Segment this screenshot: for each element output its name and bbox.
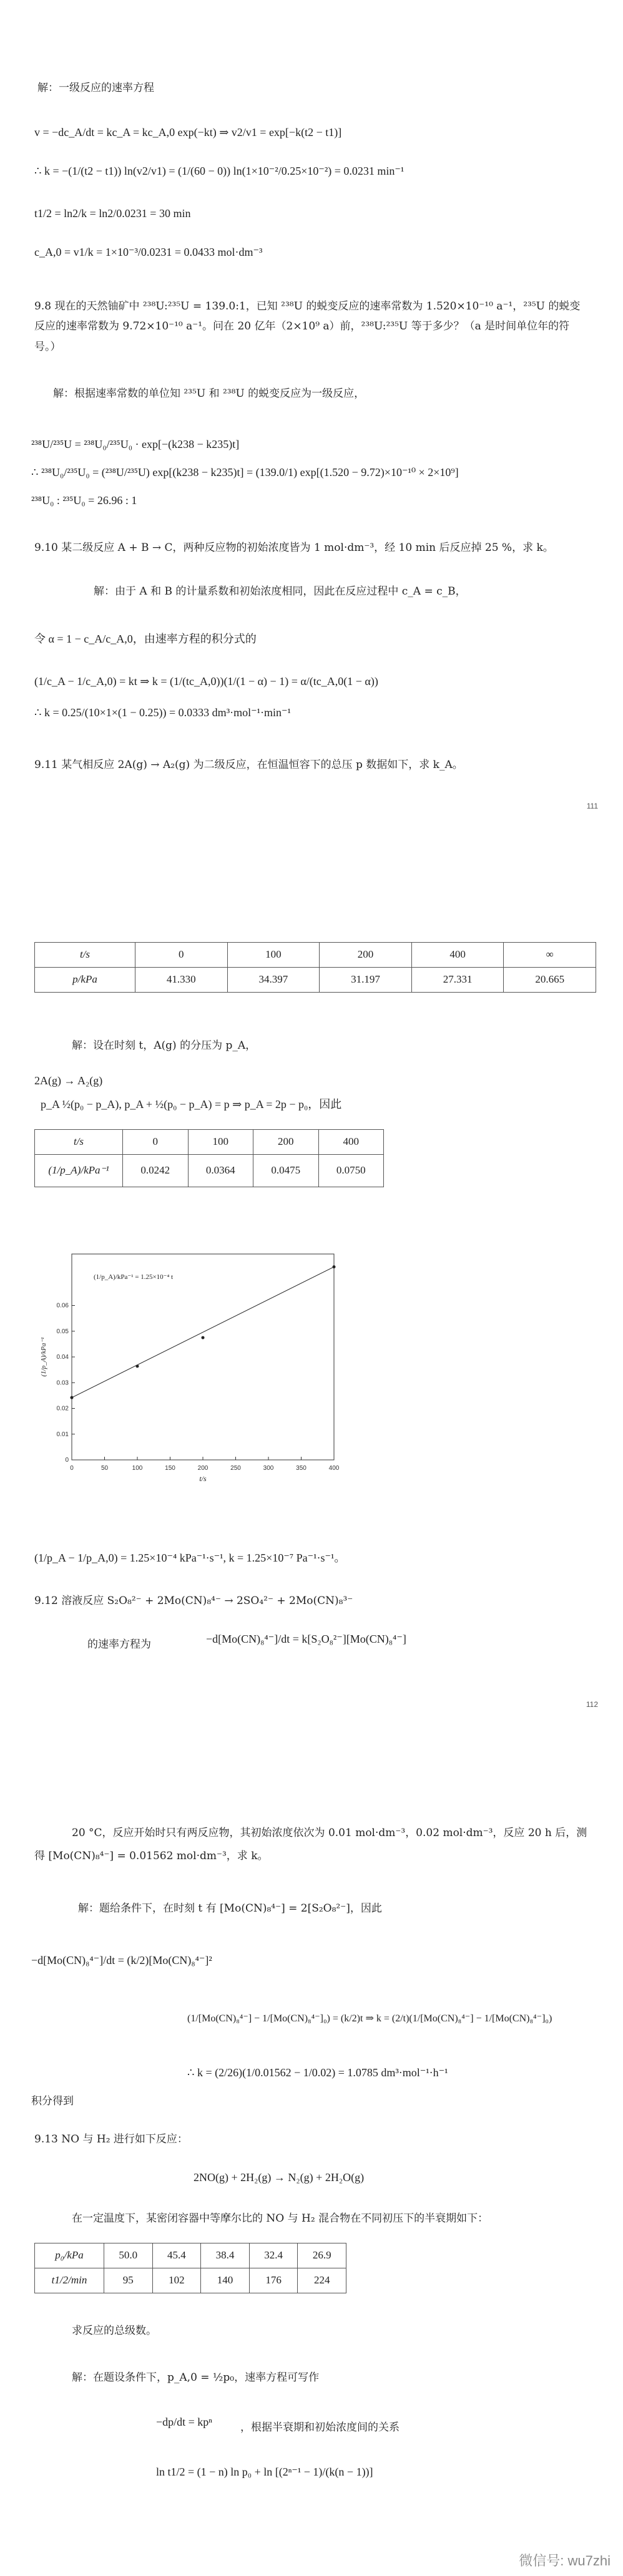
pressure-table bbox=[34, 942, 596, 993]
equation-9-11-2: p_A ½(p₀ − p_A), p_A + ½(p₀ − p_A) = p ⇒ p_A = 2p − p₀，因此 bbox=[41, 1098, 342, 1111]
table-cell: 200 bbox=[320, 943, 412, 968]
y-tick-label: 0.01 bbox=[56, 1431, 69, 1438]
table-cell: 20.665 bbox=[504, 967, 596, 992]
x-tick-label: 100 bbox=[132, 1465, 143, 1472]
x-tick-label: 150 bbox=[165, 1465, 175, 1472]
equation-9-10-1: 令 α = 1 − c_A/c_A,0，由速率方程的积分式的 bbox=[34, 633, 257, 645]
table-cell: 26.9 bbox=[298, 2243, 346, 2268]
table-cell: 32.4 bbox=[249, 2243, 298, 2268]
page-number: 111 bbox=[586, 802, 598, 810]
x-tick-label: 50 bbox=[101, 1465, 109, 1472]
table-cell: 102 bbox=[152, 2268, 201, 2293]
equation-k: ∴ k = −(1/(t2 − t1)) ln(v2/v1) = (1/(60 − 0)) ln(1×10⁻²/0.25×10⁻²) = 0.0231 min⁻¹ bbox=[34, 165, 405, 177]
table-cell: 176 bbox=[249, 2268, 298, 2293]
y-tick-label: 0.05 bbox=[56, 1328, 69, 1335]
page-number: 112 bbox=[586, 1700, 598, 1709]
question-9-13-b: 在一定温度下，某密闭容器中等摩尔比的 NO 与 H₂ 混合物在不同初压下的半衰期如下： bbox=[72, 2212, 489, 2225]
equation-9-11-3: (1/p_A − 1/p_A,0) = 1.25×10⁻⁴ kPa⁻¹·s⁻¹, k = 1.25×10⁻⁷ Pa⁻¹·s⁻¹。 bbox=[34, 1552, 346, 1564]
table-cell: 400 bbox=[318, 1130, 384, 1155]
watermark: 微信号: wu7zhi bbox=[519, 2553, 611, 2569]
data-point bbox=[333, 1265, 336, 1268]
question-9-12: 9.12 溶液反应 S₂O₈²⁻ + 2Mo(CN)₈⁴⁻ → 2SO₄²⁻ + 2Mo(CN)₈³⁻ bbox=[34, 1595, 353, 1607]
table-header-cell: p/kPa bbox=[35, 967, 135, 992]
fit-label: (1/p_A)/kPa⁻¹ = 1.25×10⁻⁴ t bbox=[94, 1273, 174, 1281]
table-cell: 100 bbox=[227, 943, 320, 968]
x-tick-label: 300 bbox=[263, 1465, 274, 1472]
table-header-cell: t/s bbox=[35, 943, 135, 968]
inverse-pressure-table bbox=[34, 1129, 384, 1187]
table-cell: 31.197 bbox=[320, 967, 412, 992]
equation-c0: c_A,0 = v1/k = 1×10⁻³/0.0231 = 0.0433 mol·dm⁻³ bbox=[34, 246, 263, 258]
x-tick-label: 350 bbox=[296, 1465, 307, 1472]
x-tick-label: 400 bbox=[328, 1465, 340, 1472]
equation-9-8-3: ²³⁸U₀ : ²³⁵U₀ = 26.96 : 1 bbox=[31, 494, 137, 507]
x-axis-label: t/s bbox=[199, 1474, 207, 1483]
equation-9-12-1: −d[Mo(CN)₈⁴⁻]/dt = (k/2)[Mo(CN)₈⁴⁻]² bbox=[31, 1954, 212, 1966]
question-9-11: 9.11 某气相反应 2A(g) → A₂(g) 为二级反应，在恒温恒容下的总压 p 数据如下，求 k_A。 bbox=[34, 759, 463, 771]
equation-9-12-rate: −d[Mo(CN)₈⁴⁻]/dt = k[S₂O₈²⁻][Mo(CN)₈⁴⁻] bbox=[206, 1633, 406, 1645]
question-9-13: 9.13 NO 与 H₂ 进行如下反应： bbox=[34, 2133, 188, 2146]
equation-9-11-1: 2A(g) → A₂(g) bbox=[34, 1074, 103, 1087]
question-9-12-b: 的速率方程为 bbox=[87, 1638, 151, 1651]
table-cell: 45.4 bbox=[152, 2243, 201, 2268]
solution-9-8: 解：根据速率常数的单位知 ²³⁵U 和 ²³⁸U 的蜕变反应为一级反应， bbox=[53, 387, 365, 400]
question-9-10: 9.10 某二级反应 A + B → C，两种反应物的初始浓度皆为 1 mol·dm⁻³，经 10 min 后反应掉 25 %，求 k。 bbox=[34, 542, 554, 554]
table-cell: 34.397 bbox=[227, 967, 320, 992]
x-tick-label: 0 bbox=[70, 1465, 74, 1472]
equation-9-12-2: (1/[Mo(CN)₈⁴⁻] − 1/[Mo(CN)₈⁴⁻]₀) = (k/2)t ⇒ k = (2/t)(1/[Mo(CN)₈⁴⁻] − 1/[Mo(CN)₈⁴⁻]₀) bbox=[187, 2013, 552, 2024]
table-cell: 400 bbox=[411, 943, 504, 968]
table-cell: 224 bbox=[298, 2268, 346, 2293]
integration-note: 积分得到 bbox=[31, 2095, 74, 2107]
question-9-12-c: 20 °C，反应开始时只有两反应物，其初始浓度依次为 0.01 mol·dm⁻³，0.02 mol·dm⁻³，反应 20 h 后，测得 [Mo(CN)₈⁴⁻] = 0.01562 mol·dm⁻³，求 k。 bbox=[34, 1827, 587, 1863]
table-cell: 140 bbox=[201, 2268, 250, 2293]
table-header-cell: p₀/kPa bbox=[35, 2243, 104, 2268]
table-header-cell: t1/2/min bbox=[35, 2268, 104, 2293]
equation-9-8-1: ²³⁸U/²³⁵U = ²³⁸U₀/²³⁵U₀ · exp[−(k238 − k235)t] bbox=[31, 438, 240, 450]
table-cell: 27.331 bbox=[411, 967, 504, 992]
data-point bbox=[202, 1336, 205, 1339]
table-cell: 41.330 bbox=[135, 967, 228, 992]
table-cell: 50.0 bbox=[104, 2243, 153, 2268]
table-cell: ∞ bbox=[504, 943, 596, 968]
equation-9-10-3: ∴ k = 0.25/(10×1×(1 − 0.25)) = 0.0333 dm³·mol⁻¹·min⁻¹ bbox=[34, 706, 291, 719]
y-tick-label: 0.06 bbox=[56, 1302, 69, 1310]
table-cell: 0.0242 bbox=[123, 1154, 189, 1187]
table-cell: 0.0475 bbox=[253, 1154, 319, 1187]
table-cell: 0.0750 bbox=[318, 1154, 384, 1187]
y-tick-label: 0.04 bbox=[56, 1354, 69, 1361]
equation-9-13-reaction: 2NO(g) + 2H₂(g) → N₂(g) + 2H₂O(g) bbox=[194, 2171, 365, 2184]
table-cell: 100 bbox=[188, 1130, 253, 1155]
equation-9-10-2: (1/c_A − 1/c_A,0) = kt ⇒ k = (1/(tc_A,0))(1/(1 − α) − 1) = α/(tc_A,0(1 − α)) bbox=[34, 675, 378, 688]
linear-fit-chart bbox=[34, 1242, 359, 1507]
equation-9-13-1: −dp/dt = kpⁿ bbox=[156, 2416, 212, 2428]
half-life-table bbox=[34, 2243, 346, 2293]
y-axis-label: (1/p_A)/kPa⁻¹ bbox=[40, 1337, 47, 1377]
equation-half-life: t1/2 = ln2/k = ln2/0.0231 = 30 min bbox=[34, 207, 191, 220]
equation-9-13-2: ln t1/2 = (1 − n) ln p₀ + ln [(2ⁿ⁻¹ − 1)/(k(n − 1))] bbox=[156, 2466, 373, 2478]
equation-9-13-1b: ，根据半衰期和初始浓度间的关系 bbox=[240, 2421, 400, 2434]
equation-9-8-2: ∴ ²³⁸U₀/²³⁵U₀ = (²³⁸U/²³⁵U) exp[(k238 − k235)t] = (139.0/1) exp[(1.520 − 9.72)×10⁻¹⁰ × 2×10⁹] bbox=[31, 466, 459, 479]
table-header-cell: t/s bbox=[35, 1130, 123, 1155]
equation-rate: v = −dc_A/dt = kc_A = kc_A,0 exp(−kt) ⇒ v2/v1 = exp[−k(t2 − t1)] bbox=[34, 126, 342, 139]
y-tick-label: 0.02 bbox=[56, 1405, 69, 1412]
table-cell: 0 bbox=[123, 1130, 189, 1155]
table-cell: 0 bbox=[135, 943, 228, 968]
question-9-13-c: 求反应的总级数。 bbox=[72, 2325, 157, 2337]
x-tick-label: 200 bbox=[197, 1465, 208, 1472]
table-cell: 0.0364 bbox=[188, 1154, 253, 1187]
question-9-8: 9.8 现在的天然铀矿中 ²³⁸U:²³⁵U = 139.0:1，已知 ²³⁸U 的蜕变反应的速率常数为 1.520×10⁻¹⁰ a⁻¹，²³⁵U 的蜕变反应的速率常数为 9.72×10⁻¹⁰ a⁻¹。问在 20 亿年（2×10⁹ a）前，²³⁸U:²³⁵U 等于多少？（a 是时间单位年的符号。） bbox=[34, 300, 581, 353]
equation-9-12-3: ∴ k = (2/26)(1/0.01562 − 1/0.02) = 1.0785 dm³·mol⁻¹·h⁻¹ bbox=[187, 2066, 448, 2079]
table-cell: 38.4 bbox=[201, 2243, 250, 2268]
y-tick-label: 0 bbox=[65, 1457, 69, 1464]
table-cell: 95 bbox=[104, 2268, 153, 2293]
solution-9-12: 解：题给条件下，在时刻 t 有 [Mo(CN)₈⁴⁻] = 2[S₂O₈²⁻]，因此 bbox=[78, 1902, 382, 1915]
solution-heading-1: 解：一级反应的速率方程 bbox=[37, 82, 154, 94]
solution-9-10: 解：由于 A 和 B 的计量系数和初始浓度相同，因此在反应过程中 c_A = c_B， bbox=[94, 585, 466, 598]
solution-9-11: 解：设在时刻 t，A(g) 的分压为 p_A， bbox=[72, 1039, 257, 1052]
table-cell: 200 bbox=[253, 1130, 319, 1155]
y-tick-label: 0.03 bbox=[56, 1379, 69, 1387]
solution-9-13: 解：在题设条件下，p_A,0 = ½p₀，速率方程可写作 bbox=[72, 2371, 320, 2384]
table-header-cell: (1/p_A)/kPa⁻¹ bbox=[35, 1154, 123, 1187]
data-point bbox=[136, 1364, 139, 1368]
x-tick-label: 250 bbox=[230, 1465, 241, 1472]
data-point bbox=[71, 1396, 74, 1399]
